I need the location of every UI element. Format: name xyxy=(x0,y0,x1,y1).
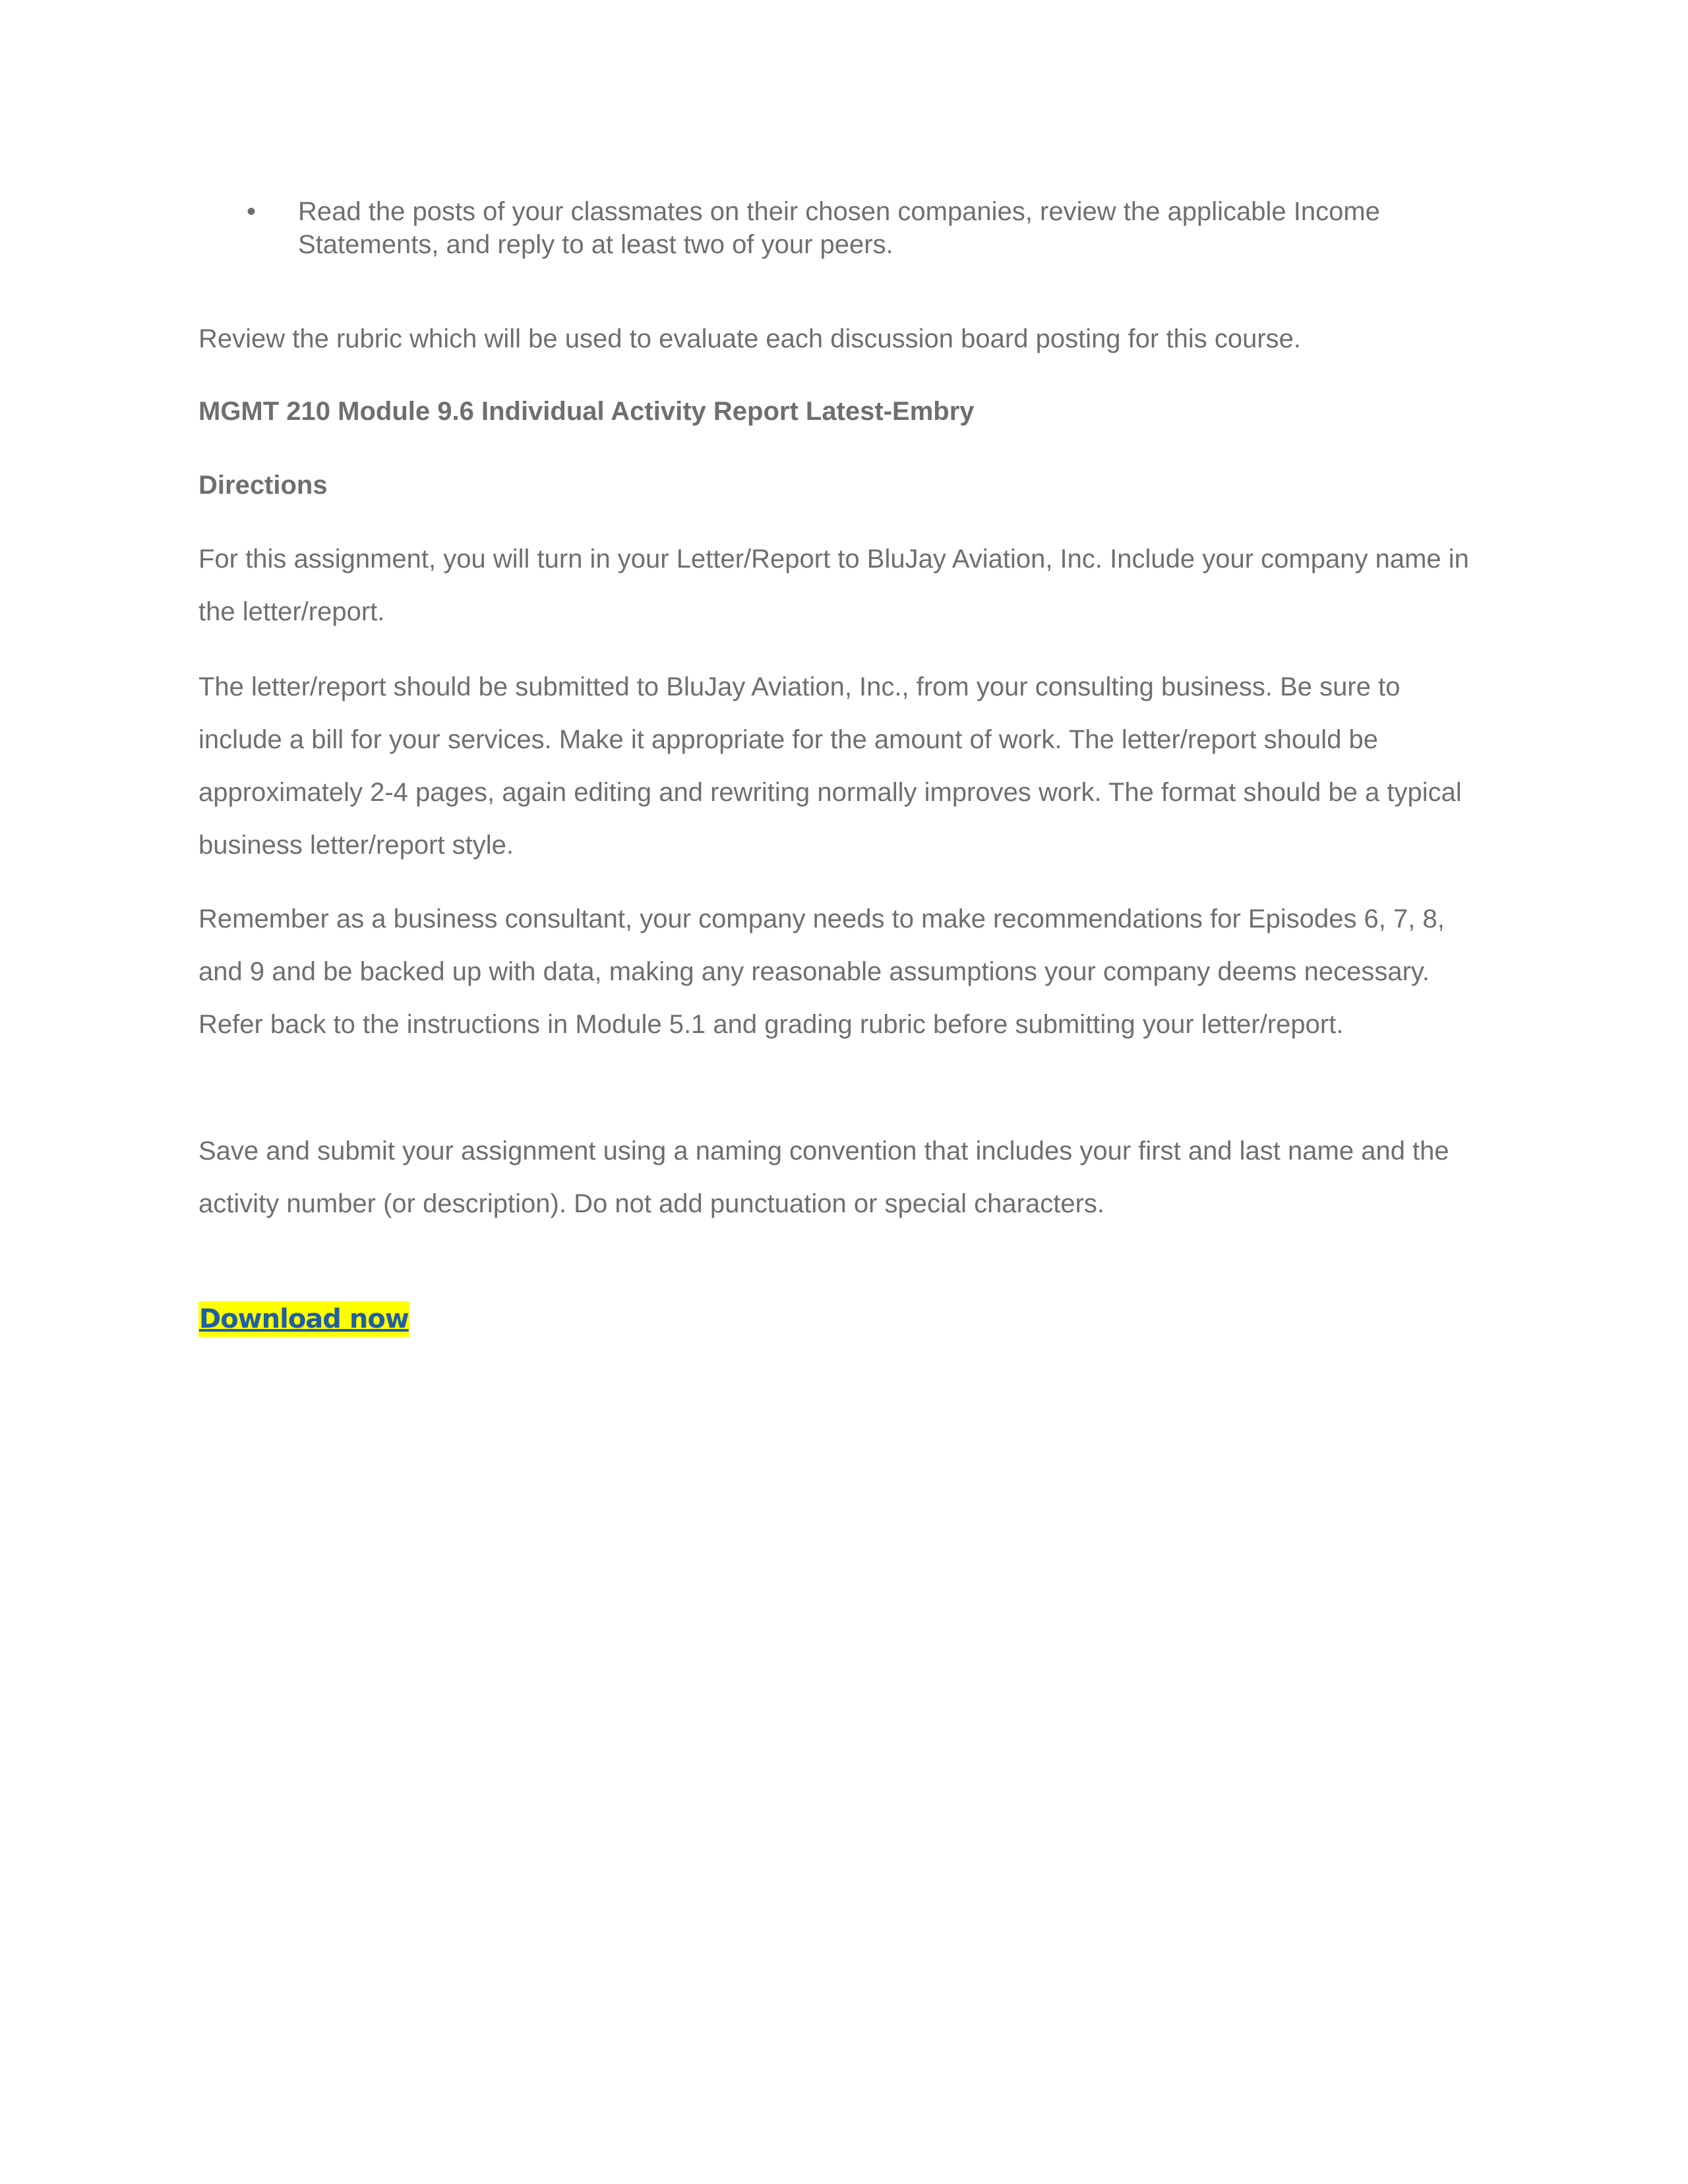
paragraph-submission: The letter/report should be submitted to BluJay Aviation, Inc., from your consulting business. Be sure to include a bill for your services. Make it appropriate for the amount of work. The letter/report should be approximately 2-4 pages, again editing and rewriting normally improves work. The format should be a typical business letter/report style. xyxy=(198,672,1462,860)
paragraph-assignment: For this assignment, you will turn in your Letter/Report to BluJay Aviation, Inc. Include your company name in the letter/report. xyxy=(198,545,1469,626)
bullet-icon: • xyxy=(247,197,256,226)
rubric-note: Review the rubric which will be used to evaluate each discussion board posting for this course. xyxy=(198,324,1301,353)
download-now-link[interactable]: Download now xyxy=(198,1301,409,1337)
bullet-list xyxy=(244,195,1517,261)
list-item xyxy=(244,195,1517,261)
directions-heading: Directions xyxy=(198,471,328,500)
bullet-text: Read the posts of your classmates on their chosen companies, review the applicable Income Statements, and reply to at least two of your peers. xyxy=(298,197,1380,259)
paragraph-naming-convention: Save and submit your assignment using a naming convention that includes your first and last name and the activity number (or description). Do not add punctuation or special characters. xyxy=(198,1136,1449,1218)
document-title: MGMT 210 Module 9.6 Individual Activity Report Latest-Embry xyxy=(198,397,975,426)
paragraph-recommendations: Remember as a business consultant, your company needs to make recommendations for Episodes 6, 7, 8, and 9 and be backed up with data, making any reasonable assumptions your company deems necessary. Refer back to the instructions in Module 5.1 and grading rubric before submitting your letter/report. xyxy=(198,904,1445,1039)
